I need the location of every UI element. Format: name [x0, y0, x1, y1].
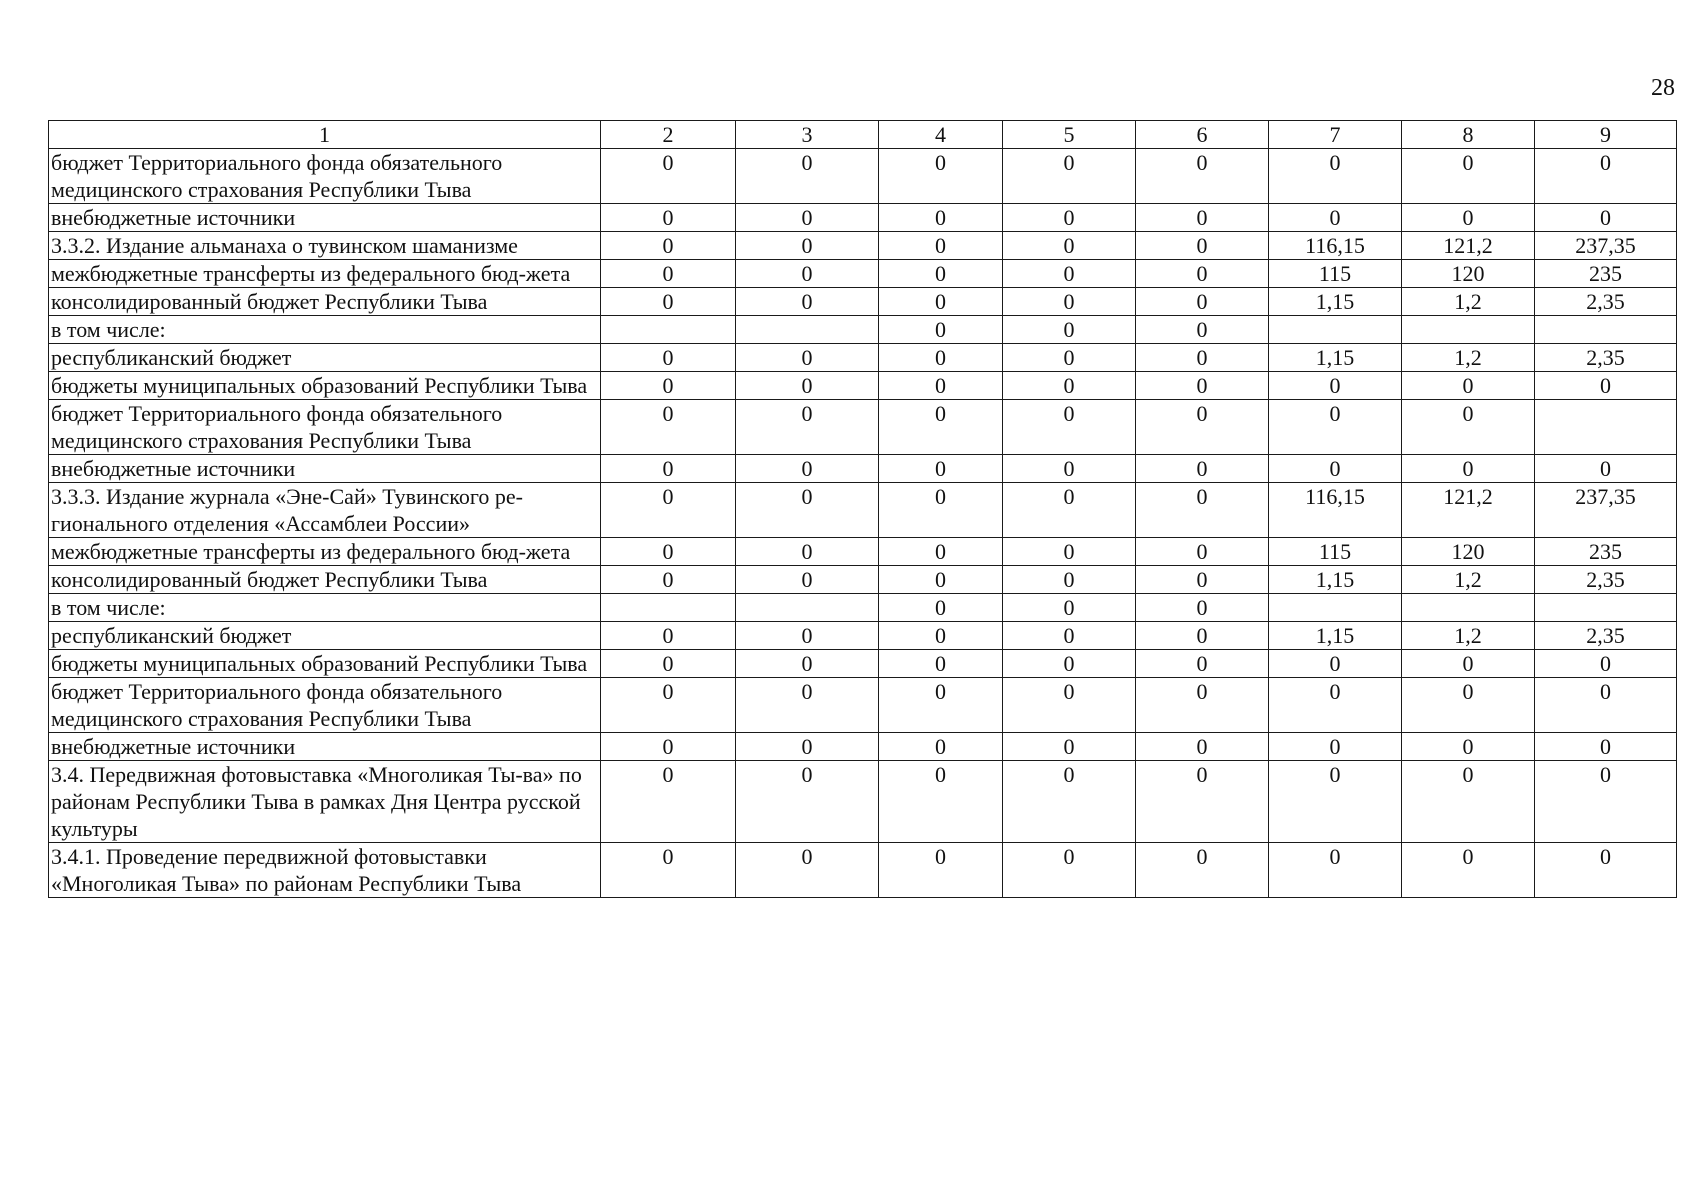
value-cell: 0	[1402, 204, 1535, 232]
value-cell: 0	[1003, 761, 1136, 843]
value-cell: 0	[1136, 455, 1269, 483]
value-cell: 0	[1136, 678, 1269, 733]
value-cell: 0	[1269, 650, 1402, 678]
column-header: 9	[1535, 121, 1677, 149]
page-number: 28	[1651, 75, 1675, 101]
value-cell: 1,15	[1269, 566, 1402, 594]
table-row	[49, 232, 1677, 260]
value-cell: 0	[736, 566, 879, 594]
value-cell: 121,2	[1402, 232, 1535, 260]
row-label: бюджет Территориального фонда обязательного медицинского страхования Республики Тыва	[49, 678, 601, 733]
value-cell: 0	[736, 538, 879, 566]
row-label: консолидированный бюджет Республики Тыва	[49, 566, 601, 594]
value-cell: 0	[879, 538, 1003, 566]
value-cell: 1,2	[1402, 288, 1535, 316]
value-cell: 0	[879, 204, 1003, 232]
value-cell: 1,2	[1402, 344, 1535, 372]
value-cell: 0	[1136, 400, 1269, 455]
value-cell: 0	[1003, 733, 1136, 761]
value-cell: 0	[736, 149, 879, 204]
value-cell: 0	[1269, 372, 1402, 400]
table-row	[49, 843, 1677, 898]
value-cell: 0	[1535, 149, 1677, 204]
value-cell: 0	[601, 204, 736, 232]
value-cell	[736, 594, 879, 622]
value-cell: 0	[1402, 400, 1535, 455]
value-cell: 2,35	[1535, 344, 1677, 372]
value-cell	[736, 316, 879, 344]
value-cell: 0	[1402, 678, 1535, 733]
value-cell: 0	[879, 483, 1003, 538]
value-cell: 0	[1003, 622, 1136, 650]
value-cell: 0	[1136, 232, 1269, 260]
value-cell: 0	[601, 483, 736, 538]
value-cell: 1,15	[1269, 622, 1402, 650]
table-header-row	[49, 121, 1677, 149]
table-row	[49, 622, 1677, 650]
value-cell: 0	[1003, 650, 1136, 678]
table-row	[49, 566, 1677, 594]
value-cell: 0	[736, 344, 879, 372]
table-row	[49, 538, 1677, 566]
value-cell: 0	[1269, 455, 1402, 483]
value-cell: 0	[736, 650, 879, 678]
value-cell: 0	[736, 622, 879, 650]
value-cell	[1535, 400, 1677, 455]
value-cell: 116,15	[1269, 232, 1402, 260]
value-cell: 0	[601, 733, 736, 761]
value-cell	[1269, 316, 1402, 344]
value-cell: 0	[879, 316, 1003, 344]
row-label: бюджеты муниципальных образований Республики Тыва	[49, 650, 601, 678]
value-cell: 0	[879, 761, 1003, 843]
value-cell: 235	[1535, 260, 1677, 288]
value-cell: 1,2	[1402, 622, 1535, 650]
value-cell: 0	[1003, 372, 1136, 400]
value-cell: 0	[1535, 650, 1677, 678]
value-cell: 0	[879, 232, 1003, 260]
value-cell: 0	[1402, 733, 1535, 761]
column-header: 1	[49, 121, 601, 149]
value-cell: 0	[1535, 733, 1677, 761]
value-cell: 0	[736, 761, 879, 843]
value-cell: 0	[1136, 372, 1269, 400]
value-cell: 0	[601, 622, 736, 650]
value-cell: 0	[736, 483, 879, 538]
row-label: межбюджетные трансферты из федерального бюд-жета	[49, 538, 601, 566]
table-row	[49, 678, 1677, 733]
value-cell: 0	[601, 455, 736, 483]
value-cell: 0	[1269, 761, 1402, 843]
column-header: 8	[1402, 121, 1535, 149]
value-cell: 0	[736, 843, 879, 898]
value-cell: 0	[601, 372, 736, 400]
table-body	[49, 149, 1677, 898]
value-cell: 0	[1136, 594, 1269, 622]
table-row	[49, 149, 1677, 204]
value-cell: 0	[1003, 288, 1136, 316]
row-label: межбюджетные трансферты из федерального бюд-жета	[49, 260, 601, 288]
value-cell: 1,2	[1402, 566, 1535, 594]
value-cell: 0	[1136, 843, 1269, 898]
column-header: 5	[1003, 121, 1136, 149]
row-label: консолидированный бюджет Республики Тыва	[49, 288, 601, 316]
row-label: внебюджетные источники	[49, 733, 601, 761]
value-cell: 0	[601, 232, 736, 260]
value-cell: 0	[1003, 260, 1136, 288]
value-cell: 0	[1003, 483, 1136, 538]
table-row	[49, 455, 1677, 483]
table-row	[49, 288, 1677, 316]
value-cell: 0	[1136, 344, 1269, 372]
column-header: 7	[1269, 121, 1402, 149]
value-cell: 120	[1402, 538, 1535, 566]
value-cell: 0	[1535, 678, 1677, 733]
value-cell: 0	[1402, 149, 1535, 204]
value-cell: 0	[736, 678, 879, 733]
value-cell: 0	[1136, 538, 1269, 566]
row-label: 3.4.1. Проведение передвижной фотовыставки «Многоликая Тыва» по районам Республики Тыва	[49, 843, 601, 898]
value-cell: 0	[601, 566, 736, 594]
value-cell: 0	[1136, 288, 1269, 316]
value-cell: 0	[736, 232, 879, 260]
value-cell: 0	[1136, 733, 1269, 761]
row-label: внебюджетные источники	[49, 455, 601, 483]
table-row	[49, 761, 1677, 843]
value-cell: 0	[1003, 344, 1136, 372]
value-cell	[1535, 316, 1677, 344]
value-cell: 0	[1136, 566, 1269, 594]
row-label: внебюджетные источники	[49, 204, 601, 232]
value-cell: 1,15	[1269, 344, 1402, 372]
row-label: республиканский бюджет	[49, 344, 601, 372]
value-cell	[601, 316, 736, 344]
value-cell: 0	[879, 455, 1003, 483]
table-row	[49, 483, 1677, 538]
value-cell: 0	[601, 149, 736, 204]
value-cell: 0	[736, 204, 879, 232]
value-cell: 0	[1003, 594, 1136, 622]
value-cell: 2,35	[1535, 566, 1677, 594]
value-cell: 0	[1402, 650, 1535, 678]
value-cell: 0	[1535, 372, 1677, 400]
value-cell: 0	[879, 594, 1003, 622]
column-header: 3	[736, 121, 879, 149]
value-cell: 0	[736, 288, 879, 316]
value-cell: 0	[1535, 843, 1677, 898]
value-cell: 0	[601, 400, 736, 455]
value-cell: 0	[1402, 455, 1535, 483]
table-row	[49, 733, 1677, 761]
value-cell: 0	[1402, 843, 1535, 898]
value-cell: 0	[601, 288, 736, 316]
value-cell: 0	[1003, 455, 1136, 483]
value-cell: 0	[1136, 622, 1269, 650]
value-cell: 235	[1535, 538, 1677, 566]
value-cell: 121,2	[1402, 483, 1535, 538]
row-label: бюджеты муниципальных образований Республики Тыва	[49, 372, 601, 400]
value-cell: 0	[1535, 204, 1677, 232]
value-cell	[1402, 594, 1535, 622]
value-cell: 0	[1003, 843, 1136, 898]
value-cell: 0	[1003, 566, 1136, 594]
table-row	[49, 344, 1677, 372]
value-cell: 0	[1535, 761, 1677, 843]
value-cell	[601, 594, 736, 622]
value-cell: 0	[1269, 733, 1402, 761]
table-row	[49, 400, 1677, 455]
table-row	[49, 260, 1677, 288]
value-cell: 120	[1402, 260, 1535, 288]
value-cell: 2,35	[1535, 288, 1677, 316]
value-cell: 115	[1269, 538, 1402, 566]
value-cell: 0	[736, 372, 879, 400]
value-cell: 0	[879, 678, 1003, 733]
column-header: 2	[601, 121, 736, 149]
value-cell: 0	[1535, 455, 1677, 483]
value-cell: 0	[1003, 316, 1136, 344]
value-cell: 0	[1003, 400, 1136, 455]
value-cell: 0	[879, 344, 1003, 372]
value-cell: 0	[1003, 538, 1136, 566]
value-cell: 0	[1136, 316, 1269, 344]
value-cell: 0	[879, 372, 1003, 400]
row-label: бюджет Территориального фонда обязательного медицинского страхования Республики Тыва	[49, 400, 601, 455]
value-cell	[1535, 594, 1677, 622]
table-row	[49, 650, 1677, 678]
row-label: в том числе:	[49, 594, 601, 622]
value-cell	[1269, 594, 1402, 622]
value-cell: 0	[1136, 204, 1269, 232]
value-cell	[1402, 316, 1535, 344]
value-cell: 0	[1269, 843, 1402, 898]
row-label: в том числе:	[49, 316, 601, 344]
value-cell: 0	[601, 678, 736, 733]
value-cell: 0	[1003, 232, 1136, 260]
value-cell: 1,15	[1269, 288, 1402, 316]
row-label: 3.3.3. Издание журнала «Эне-Сай» Тувинского ре-гионального отделения «Ассамблеи России»	[49, 483, 601, 538]
table-row	[49, 316, 1677, 344]
value-cell: 237,35	[1535, 232, 1677, 260]
value-cell: 0	[879, 733, 1003, 761]
value-cell: 0	[1003, 149, 1136, 204]
value-cell: 0	[1003, 678, 1136, 733]
value-cell: 0	[879, 260, 1003, 288]
row-label: 3.4. Передвижная фотовыставка «Многоликая Ты-ва» по районам Республики Тыва в рамках Дня Центра русской культуры	[49, 761, 601, 843]
value-cell: 0	[736, 400, 879, 455]
value-cell: 0	[879, 566, 1003, 594]
value-cell: 0	[1269, 149, 1402, 204]
column-header: 4	[879, 121, 1003, 149]
value-cell: 0	[879, 288, 1003, 316]
value-cell: 116,15	[1269, 483, 1402, 538]
column-header: 6	[1136, 121, 1269, 149]
value-cell: 0	[601, 344, 736, 372]
value-cell: 237,35	[1535, 483, 1677, 538]
table-row	[49, 594, 1677, 622]
value-cell: 0	[879, 400, 1003, 455]
budget-table	[48, 120, 1677, 898]
value-cell: 0	[879, 622, 1003, 650]
value-cell: 0	[1003, 204, 1136, 232]
value-cell: 0	[1136, 761, 1269, 843]
table-row	[49, 372, 1677, 400]
value-cell: 0	[1402, 761, 1535, 843]
value-cell: 0	[601, 260, 736, 288]
value-cell: 0	[1269, 678, 1402, 733]
table-row	[49, 204, 1677, 232]
value-cell: 0	[879, 843, 1003, 898]
value-cell: 0	[601, 650, 736, 678]
value-cell: 0	[1136, 650, 1269, 678]
value-cell: 0	[1136, 483, 1269, 538]
value-cell: 0	[1136, 149, 1269, 204]
row-label: бюджет Территориального фонда обязательного медицинского страхования Республики Тыва	[49, 149, 601, 204]
value-cell: 115	[1269, 260, 1402, 288]
value-cell: 0	[736, 455, 879, 483]
value-cell: 0	[601, 538, 736, 566]
value-cell: 0	[736, 260, 879, 288]
value-cell: 2,35	[1535, 622, 1677, 650]
value-cell: 0	[1269, 204, 1402, 232]
value-cell: 0	[879, 149, 1003, 204]
value-cell: 0	[1136, 260, 1269, 288]
value-cell: 0	[879, 650, 1003, 678]
value-cell: 0	[601, 843, 736, 898]
value-cell: 0	[601, 761, 736, 843]
row-label: 3.3.2. Издание альманаха о тувинском шаманизме	[49, 232, 601, 260]
value-cell: 0	[736, 733, 879, 761]
row-label: республиканский бюджет	[49, 622, 601, 650]
value-cell: 0	[1402, 372, 1535, 400]
value-cell: 0	[1269, 400, 1402, 455]
